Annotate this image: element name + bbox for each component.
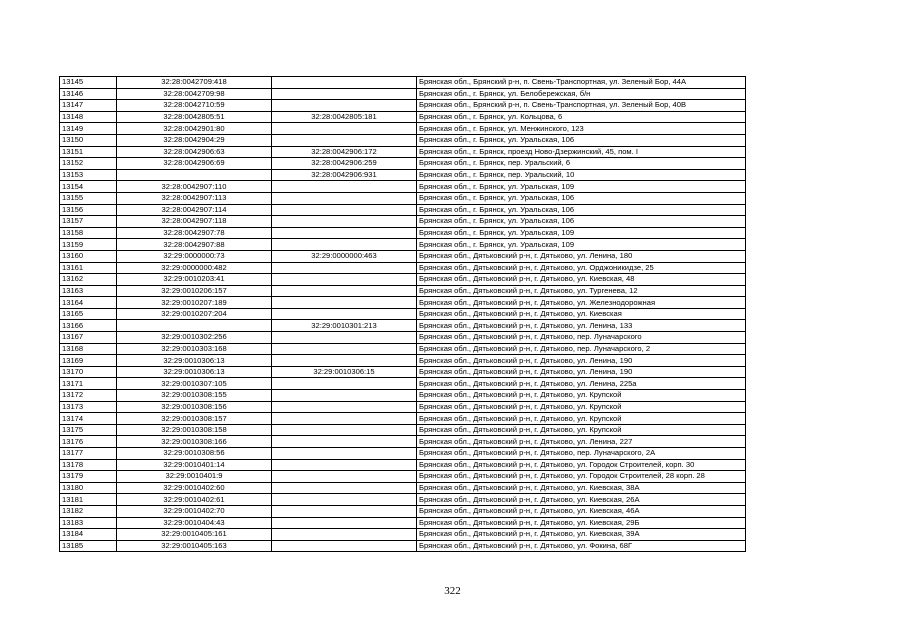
row-number-cell: 13169 bbox=[60, 355, 117, 367]
row-number-cell: 13168 bbox=[60, 343, 117, 355]
row-number-cell: 13152 bbox=[60, 158, 117, 170]
address-cell: Брянская обл., Дятьковский р-н, г. Дятьково, ул. Киевская, 46А bbox=[417, 505, 746, 517]
cadastral-number-cell: 32:28:0042907:113 bbox=[117, 192, 272, 204]
table-row bbox=[60, 169, 746, 181]
parent-cadastral-number-cell bbox=[272, 262, 417, 274]
parent-cadastral-number-cell bbox=[272, 88, 417, 100]
cadastral-number-cell bbox=[117, 320, 272, 332]
cadastral-number-cell: 32:29:0000000:73 bbox=[117, 250, 272, 262]
row-number-cell: 13161 bbox=[60, 262, 117, 274]
parent-cadastral-number-cell: 32:28:0042805:181 bbox=[272, 111, 417, 123]
table-row bbox=[60, 424, 746, 436]
row-number-cell: 13163 bbox=[60, 285, 117, 297]
cadastral-number-cell: 32:29:0010404:43 bbox=[117, 517, 272, 529]
address-cell: Брянская обл., Дятьковский р-н, г. Дятьково, ул. Киевская bbox=[417, 308, 746, 320]
address-cell: Брянская обл., Дятьковский р-н, г. Дятьково, ул. Железнодорожная bbox=[417, 297, 746, 309]
address-cell: Брянская обл., Дятьковский р-н, г. Дятьково, ул. Киевская, 39А bbox=[417, 529, 746, 541]
address-cell: Брянская обл., Дятьковский р-н, г. Дятьково, ул. Киевская, 38А bbox=[417, 482, 746, 494]
row-number-cell: 13145 bbox=[60, 77, 117, 89]
cadastral-number-cell: 32:29:0010306:13 bbox=[117, 355, 272, 367]
address-cell: Брянская обл., Дятьковский р-н, г. Дятьково, ул. Крупской bbox=[417, 390, 746, 402]
row-number-cell: 13150 bbox=[60, 134, 117, 146]
row-number-cell: 13182 bbox=[60, 505, 117, 517]
table-row bbox=[60, 413, 746, 425]
table-row bbox=[60, 494, 746, 506]
cadastral-number-cell: 32:29:0010306:13 bbox=[117, 366, 272, 378]
table-row bbox=[60, 517, 746, 529]
address-cell: Брянская обл., г. Брянск, проезд Ново-Дзержинский, 45, пом. I bbox=[417, 146, 746, 158]
table-row bbox=[60, 100, 746, 112]
cadastral-number-cell: 32:29:0010302:256 bbox=[117, 332, 272, 344]
row-number-cell: 13151 bbox=[60, 146, 117, 158]
table-row bbox=[60, 227, 746, 239]
parent-cadastral-number-cell bbox=[272, 134, 417, 146]
address-cell: Брянская обл., Дятьковский р-н, г. Дятьково, пер. Луначарского, 2А bbox=[417, 448, 746, 460]
cadastral-number-cell: 32:29:0010402:60 bbox=[117, 482, 272, 494]
row-number-cell: 13174 bbox=[60, 413, 117, 425]
cadastral-number-cell: 32:28:0042709:98 bbox=[117, 88, 272, 100]
row-number-cell: 13162 bbox=[60, 274, 117, 286]
parent-cadastral-number-cell bbox=[272, 471, 417, 483]
address-cell: Брянская обл., Дятьковский р-н, г. Дятьково, пер. Луначарского bbox=[417, 332, 746, 344]
table-row bbox=[60, 111, 746, 123]
table-row bbox=[60, 297, 746, 309]
table-row bbox=[60, 274, 746, 286]
cadastral-number-cell: 32:29:0010308:155 bbox=[117, 390, 272, 402]
cadastral-number-cell: 32:29:0010303:168 bbox=[117, 343, 272, 355]
parent-cadastral-number-cell: 32:29:0010301:213 bbox=[272, 320, 417, 332]
registry-table-body bbox=[60, 77, 746, 552]
address-cell: Брянская обл., Дятьковский р-н, г. Дятьково, ул. Ленина, 180 bbox=[417, 250, 746, 262]
table-row bbox=[60, 355, 746, 367]
parent-cadastral-number-cell: 32:29:0010306:15 bbox=[272, 366, 417, 378]
address-cell: Брянская обл., Дятьковский р-н, г. Дятьково, ул. Ленина, 190 bbox=[417, 355, 746, 367]
address-cell: Брянская обл., Дятьковский р-н, г. Дятьково, ул. Крупской bbox=[417, 401, 746, 413]
cadastral-number-cell: 32:28:0042709:418 bbox=[117, 77, 272, 89]
cadastral-number-cell: 32:29:0010308:56 bbox=[117, 448, 272, 460]
row-number-cell: 13146 bbox=[60, 88, 117, 100]
table-row bbox=[60, 134, 746, 146]
row-number-cell: 13165 bbox=[60, 308, 117, 320]
table-row bbox=[60, 77, 746, 89]
parent-cadastral-number-cell bbox=[272, 77, 417, 89]
cadastral-number-cell: 32:29:0010203:41 bbox=[117, 274, 272, 286]
cadastral-number-cell: 32:29:0010308:158 bbox=[117, 424, 272, 436]
address-cell: Брянская обл., Дятьковский р-н, г. Дятьково, пер. Луначарского, 2 bbox=[417, 343, 746, 355]
parent-cadastral-number-cell bbox=[272, 123, 417, 135]
parent-cadastral-number-cell bbox=[272, 285, 417, 297]
address-cell: Брянская обл., Дятьковский р-н, г. Дятьково, ул. Киевская, 29Б bbox=[417, 517, 746, 529]
page-number: 322 bbox=[444, 585, 461, 597]
address-cell: Брянская обл., г. Брянск, ул. Уральская, 109 bbox=[417, 227, 746, 239]
address-cell: Брянская обл., г. Брянск, ул. Менжинского, 123 bbox=[417, 123, 746, 135]
parent-cadastral-number-cell bbox=[272, 401, 417, 413]
table-row bbox=[60, 366, 746, 378]
address-cell: Брянская обл., г. Брянск, пер. Уральский, 6 bbox=[417, 158, 746, 170]
table-row bbox=[60, 390, 746, 402]
row-number-cell: 13159 bbox=[60, 239, 117, 251]
property-registry-table bbox=[59, 76, 746, 552]
address-cell: Брянская обл., Дятьковский р-н, г. Дятьково, ул. Тургенева, 12 bbox=[417, 285, 746, 297]
address-cell: Брянская обл., Дятьковский р-н, г. Дятьково, ул. Ленина, 227 bbox=[417, 436, 746, 448]
table-row bbox=[60, 343, 746, 355]
table-row bbox=[60, 332, 746, 344]
cadastral-number-cell: 32:29:0010402:61 bbox=[117, 494, 272, 506]
cadastral-number-cell: 32:29:0010401:9 bbox=[117, 471, 272, 483]
row-number-cell: 13185 bbox=[60, 540, 117, 552]
address-cell: Брянская обл., Дятьковский р-н, г. Дятьково, ул. Крупской bbox=[417, 413, 746, 425]
row-number-cell: 13160 bbox=[60, 250, 117, 262]
parent-cadastral-number-cell bbox=[272, 332, 417, 344]
cadastral-number-cell: 32:29:0010405:161 bbox=[117, 529, 272, 541]
cadastral-number-cell: 32:29:0010308:156 bbox=[117, 401, 272, 413]
parent-cadastral-number-cell bbox=[272, 413, 417, 425]
table-row bbox=[60, 204, 746, 216]
table-row bbox=[60, 401, 746, 413]
parent-cadastral-number-cell bbox=[272, 204, 417, 216]
address-cell: Брянская обл., Дятьковский р-н, г. Дятьково, ул. Городок Строителей, корп. 30 bbox=[417, 459, 746, 471]
row-number-cell: 13167 bbox=[60, 332, 117, 344]
row-number-cell: 13164 bbox=[60, 297, 117, 309]
row-number-cell: 13166 bbox=[60, 320, 117, 332]
row-number-cell: 13181 bbox=[60, 494, 117, 506]
cadastral-number-cell: 32:29:0010206:157 bbox=[117, 285, 272, 297]
row-number-cell: 13178 bbox=[60, 459, 117, 471]
address-cell: Брянская обл., Дятьковский р-н, г. Дятьково, ул. Городок Строителей, 28 корп. 28 bbox=[417, 471, 746, 483]
table-row bbox=[60, 181, 746, 193]
parent-cadastral-number-cell: 32:28:0042906:931 bbox=[272, 169, 417, 181]
cadastral-number-cell: 32:29:0000000:482 bbox=[117, 262, 272, 274]
address-cell: Брянская обл., Дятьковский р-н, г. Дятьково, ул. Ленина, 133 bbox=[417, 320, 746, 332]
cadastral-number-cell: 32:28:0042907:110 bbox=[117, 181, 272, 193]
parent-cadastral-number-cell bbox=[272, 216, 417, 228]
table-row bbox=[60, 158, 746, 170]
parent-cadastral-number-cell bbox=[272, 482, 417, 494]
address-cell: Брянская обл., г. Брянск, ул. Уральская, 106 bbox=[417, 216, 746, 228]
cadastral-number-cell: 32:28:0042805:51 bbox=[117, 111, 272, 123]
row-number-cell: 13158 bbox=[60, 227, 117, 239]
address-cell: Брянская обл., Дятьковский р-н, г. Дятьково, ул. Фокина, 68Г bbox=[417, 540, 746, 552]
address-cell: Брянская обл., г. Брянск, ул. Кольцова, 6 bbox=[417, 111, 746, 123]
cadastral-number-cell: 32:28:0042710:59 bbox=[117, 100, 272, 112]
table-row bbox=[60, 529, 746, 541]
table-row bbox=[60, 320, 746, 332]
cadastral-number-cell: 32:29:0010207:204 bbox=[117, 308, 272, 320]
parent-cadastral-number-cell bbox=[272, 274, 417, 286]
row-number-cell: 13156 bbox=[60, 204, 117, 216]
parent-cadastral-number-cell bbox=[272, 308, 417, 320]
parent-cadastral-number-cell bbox=[272, 390, 417, 402]
cadastral-number-cell: 32:28:0042907:78 bbox=[117, 227, 272, 239]
table-row bbox=[60, 146, 746, 158]
parent-cadastral-number-cell bbox=[272, 227, 417, 239]
row-number-cell: 13179 bbox=[60, 471, 117, 483]
cadastral-number-cell: 32:28:0042907:114 bbox=[117, 204, 272, 216]
address-cell: Брянская обл., Дятьковский р-н, г. Дятьково, ул. Ленина, 225а bbox=[417, 378, 746, 390]
parent-cadastral-number-cell bbox=[272, 239, 417, 251]
table-row bbox=[60, 448, 746, 460]
table-row bbox=[60, 505, 746, 517]
cadastral-number-cell: 32:29:0010401:14 bbox=[117, 459, 272, 471]
table-row bbox=[60, 262, 746, 274]
row-number-cell: 13153 bbox=[60, 169, 117, 181]
row-number-cell: 13173 bbox=[60, 401, 117, 413]
cadastral-number-cell bbox=[117, 169, 272, 181]
address-cell: Брянская обл., г. Брянск, ул. Белобережская, б/н bbox=[417, 88, 746, 100]
parent-cadastral-number-cell: 32:28:0042906:172 bbox=[272, 146, 417, 158]
table-row bbox=[60, 482, 746, 494]
parent-cadastral-number-cell bbox=[272, 355, 417, 367]
cadastral-number-cell: 32:28:0042904:29 bbox=[117, 134, 272, 146]
row-number-cell: 13171 bbox=[60, 378, 117, 390]
address-cell: Брянская обл., Дятьковский р-н, г. Дятьково, ул. Ленина, 190 bbox=[417, 366, 746, 378]
row-number-cell: 13148 bbox=[60, 111, 117, 123]
table-row bbox=[60, 216, 746, 228]
table-row bbox=[60, 239, 746, 251]
address-cell: Брянская обл., Брянский р-н, п. Свень-Транспортная, ул. Зеленый Бор, 44А bbox=[417, 77, 746, 89]
address-cell: Брянская обл., Дятьковский р-н, г. Дятьково, ул. Орджоникидзе, 25 bbox=[417, 262, 746, 274]
cadastral-number-cell: 32:29:0010207:189 bbox=[117, 297, 272, 309]
row-number-cell: 13147 bbox=[60, 100, 117, 112]
row-number-cell: 13184 bbox=[60, 529, 117, 541]
row-number-cell: 13183 bbox=[60, 517, 117, 529]
address-cell: Брянская обл., г. Брянск, ул. Уральская, 109 bbox=[417, 181, 746, 193]
row-number-cell: 13157 bbox=[60, 216, 117, 228]
table-row bbox=[60, 378, 746, 390]
parent-cadastral-number-cell bbox=[272, 343, 417, 355]
table-row bbox=[60, 459, 746, 471]
parent-cadastral-number-cell bbox=[272, 494, 417, 506]
parent-cadastral-number-cell bbox=[272, 529, 417, 541]
address-cell: Брянская обл., г. Брянск, ул. Уральская, 106 bbox=[417, 192, 746, 204]
cadastral-number-cell: 32:28:0042907:88 bbox=[117, 239, 272, 251]
table-row bbox=[60, 471, 746, 483]
cadastral-number-cell: 32:29:0010307:105 bbox=[117, 378, 272, 390]
address-cell: Брянская обл., Дятьковский р-н, г. Дятьково, ул. Киевская, 26А bbox=[417, 494, 746, 506]
table-row bbox=[60, 285, 746, 297]
row-number-cell: 13180 bbox=[60, 482, 117, 494]
parent-cadastral-number-cell bbox=[272, 297, 417, 309]
address-cell: Брянская обл., Дятьковский р-н, г. Дятьково, ул. Крупской bbox=[417, 424, 746, 436]
parent-cadastral-number-cell bbox=[272, 192, 417, 204]
row-number-cell: 13172 bbox=[60, 390, 117, 402]
table-row bbox=[60, 308, 746, 320]
parent-cadastral-number-cell bbox=[272, 505, 417, 517]
address-cell: Брянская обл., г. Брянск, ул. Уральская, 109 bbox=[417, 239, 746, 251]
cadastral-number-cell: 32:29:0010405:163 bbox=[117, 540, 272, 552]
parent-cadastral-number-cell: 32:28:0042906:259 bbox=[272, 158, 417, 170]
parent-cadastral-number-cell: 32:29:0000000:463 bbox=[272, 250, 417, 262]
row-number-cell: 13154 bbox=[60, 181, 117, 193]
address-cell: Брянская обл., г. Брянск, ул. Уральская, 106 bbox=[417, 204, 746, 216]
parent-cadastral-number-cell bbox=[272, 378, 417, 390]
table-row bbox=[60, 88, 746, 100]
row-number-cell: 13177 bbox=[60, 448, 117, 460]
row-number-cell: 13149 bbox=[60, 123, 117, 135]
parent-cadastral-number-cell bbox=[272, 459, 417, 471]
address-cell: Брянская обл., Брянский р-н, п. Свень-Транспортная, ул. Зеленый Бор, 40В bbox=[417, 100, 746, 112]
table-row bbox=[60, 540, 746, 552]
row-number-cell: 13175 bbox=[60, 424, 117, 436]
parent-cadastral-number-cell bbox=[272, 100, 417, 112]
parent-cadastral-number-cell bbox=[272, 517, 417, 529]
cadastral-number-cell: 32:28:0042901:80 bbox=[117, 123, 272, 135]
table-row bbox=[60, 436, 746, 448]
cadastral-number-cell: 32:29:0010308:157 bbox=[117, 413, 272, 425]
parent-cadastral-number-cell bbox=[272, 424, 417, 436]
row-number-cell: 13176 bbox=[60, 436, 117, 448]
table-row bbox=[60, 192, 746, 204]
parent-cadastral-number-cell bbox=[272, 540, 417, 552]
parent-cadastral-number-cell bbox=[272, 181, 417, 193]
parent-cadastral-number-cell bbox=[272, 436, 417, 448]
table-row bbox=[60, 250, 746, 262]
row-number-cell: 13170 bbox=[60, 366, 117, 378]
cadastral-number-cell: 32:29:0010308:166 bbox=[117, 436, 272, 448]
address-cell: Брянская обл., г. Брянск, пер. Уральский, 10 bbox=[417, 169, 746, 181]
cadastral-number-cell: 32:28:0042907:118 bbox=[117, 216, 272, 228]
table-row bbox=[60, 123, 746, 135]
parent-cadastral-number-cell bbox=[272, 448, 417, 460]
cadastral-number-cell: 32:28:0042906:63 bbox=[117, 146, 272, 158]
cadastral-number-cell: 32:28:0042906:69 bbox=[117, 158, 272, 170]
row-number-cell: 13155 bbox=[60, 192, 117, 204]
cadastral-number-cell: 32:29:0010402:70 bbox=[117, 505, 272, 517]
address-cell: Брянская обл., г. Брянск, ул. Уральская, 106 bbox=[417, 134, 746, 146]
address-cell: Брянская обл., Дятьковский р-н, г. Дятьково, ул. Киевская, 48 bbox=[417, 274, 746, 286]
